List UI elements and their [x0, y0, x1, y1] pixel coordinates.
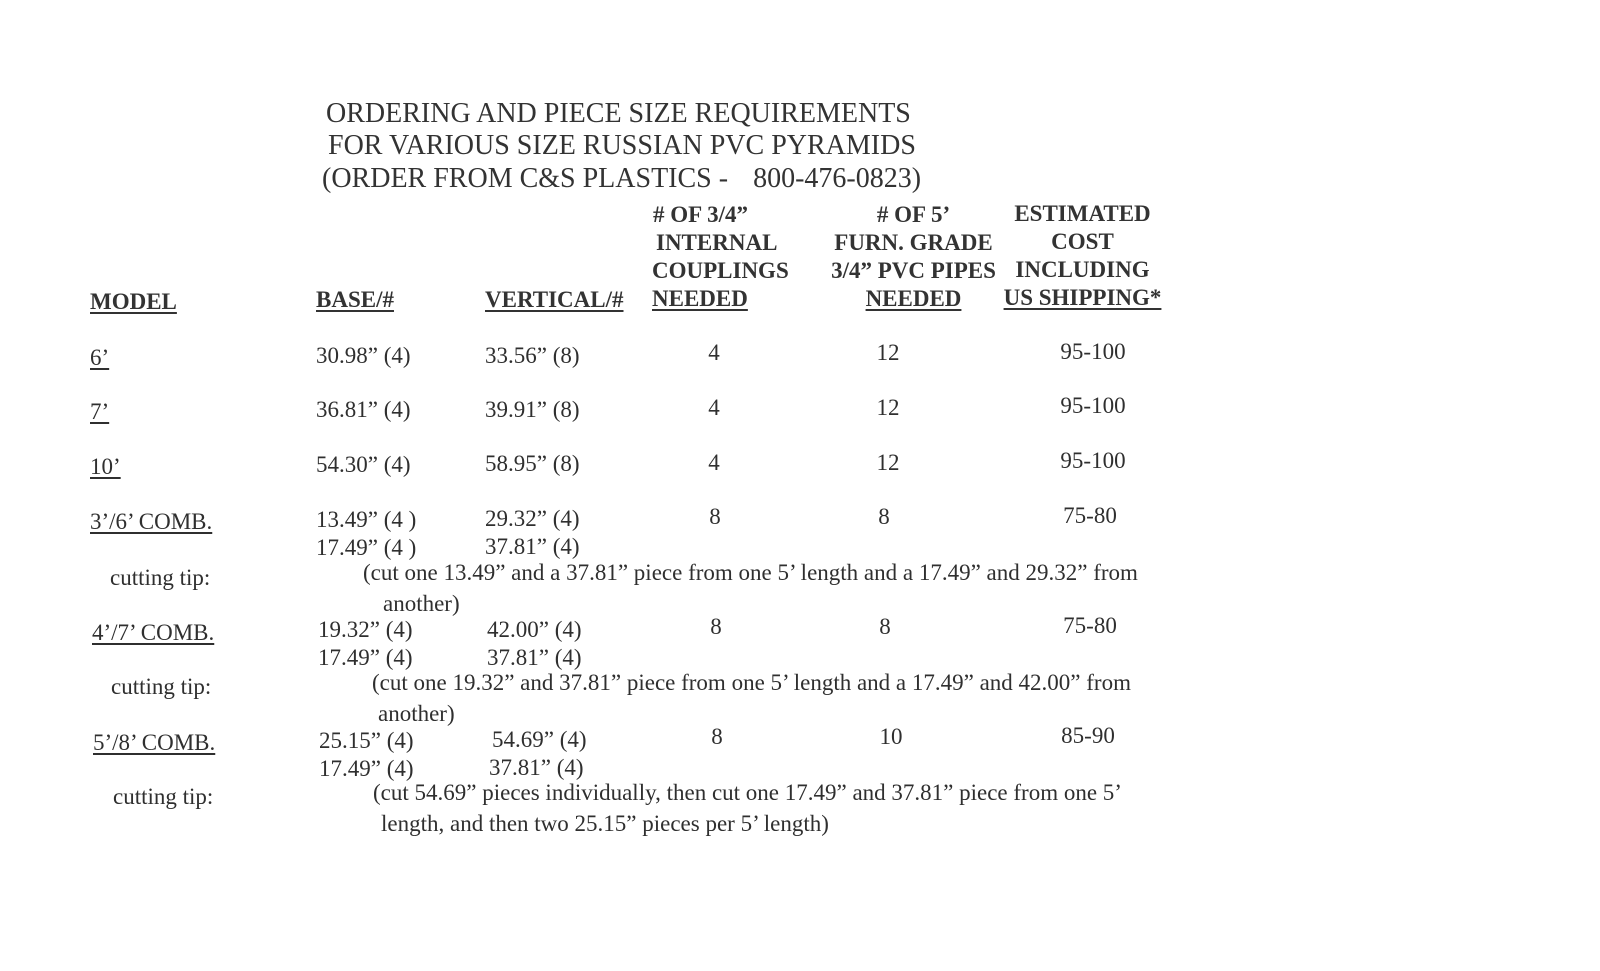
- row-cost: 75-80: [1063, 503, 1117, 528]
- row-pipes: 12: [876, 395, 900, 420]
- row-base-2: 17.49” (4): [319, 756, 414, 781]
- cutting-tip-label: cutting tip:: [110, 565, 211, 590]
- row-vertical-2: 37.81” (4): [487, 645, 582, 670]
- row-model: 7’: [90, 399, 110, 424]
- row-cost: 95-100: [1060, 339, 1126, 364]
- row-model: 6’: [90, 345, 110, 370]
- row-model: 3’/6’ COMB.: [90, 509, 213, 534]
- cutting-tip-label: cutting tip:: [113, 784, 214, 809]
- row-base-2: 17.49” (4 ): [316, 535, 417, 560]
- cutting-tip-label: cutting tip:: [111, 674, 212, 699]
- header-pipes: # OF 5’ FURN. GRADE 3/4” PVC PIPES NEEDED: [831, 202, 996, 311]
- row-couplings: 8: [710, 614, 722, 639]
- row-vertical-2: 37.81” (4): [485, 534, 580, 559]
- row-pipes: 8: [879, 614, 891, 639]
- cutting-tip-text: (cut 54.69” pieces individually, then cut one 17.49” and 37.81” piece from one 5’ length, and then two 25.15” pieces per 5’ length): [373, 780, 1122, 836]
- row-vertical: 42.00” (4): [487, 617, 582, 642]
- header-model: MODEL: [90, 289, 177, 314]
- row-couplings: 4: [708, 340, 720, 365]
- row-base: 19.32” (4): [318, 617, 413, 642]
- row-cost: 75-80: [1063, 613, 1117, 638]
- row-base: 25.15” (4): [319, 728, 414, 753]
- row-cost: 95-100: [1060, 393, 1126, 418]
- cutting-tip-text: (cut one 19.32” and 37.81” piece from one 5’ length and a 17.49” and 42.00” from another): [372, 670, 1131, 726]
- title-phone: 800-476-0823): [753, 163, 922, 194]
- title-order-from: (ORDER FROM C&S PLASTICS -: [322, 163, 729, 194]
- row-couplings: 8: [711, 724, 723, 749]
- title-line-2: FOR VARIOUS SIZE RUSSIAN PVC PYRAMIDS: [328, 130, 916, 161]
- header-vertical: VERTICAL/#: [485, 287, 624, 312]
- row-vertical: 58.95” (8): [485, 451, 580, 476]
- title-line-3: [322, 162, 921, 195]
- row-model: 5’/8’ COMB.: [93, 730, 216, 755]
- row-couplings: 4: [708, 395, 720, 420]
- header-base: BASE/#: [316, 287, 394, 312]
- row-base-2: 17.49” (4): [318, 645, 413, 670]
- header-couplings: # OF 3/4” INTERNAL COUPLINGS NEEDED: [652, 202, 789, 311]
- header-cost: ESTIMATED COST INCLUDING US SHIPPING*: [1003, 201, 1162, 310]
- cutting-tip-text: (cut one 13.49” and a 37.81” piece from one 5’ length and a 17.49” and 29.32” from another): [363, 560, 1138, 616]
- row-base: 54.30” (4): [316, 452, 411, 477]
- title-line-1: ORDERING AND PIECE SIZE REQUIREMENTS: [326, 98, 911, 129]
- row-vertical-2: 37.81” (4): [489, 755, 584, 780]
- row-vertical: 33.56” (8): [485, 343, 580, 368]
- row-pipes: 8: [878, 504, 890, 529]
- row-pipes: 12: [876, 450, 900, 475]
- row-couplings: 4: [708, 450, 720, 475]
- row-model: 4’/7’ COMB.: [92, 620, 215, 645]
- row-couplings: 8: [709, 504, 721, 529]
- row-model: 10’: [90, 454, 121, 479]
- row-base: 36.81” (4): [316, 397, 411, 422]
- row-vertical: 39.91” (8): [485, 397, 580, 422]
- row-cost: 95-100: [1060, 448, 1126, 473]
- row-pipes: 12: [876, 340, 900, 365]
- row-vertical: 54.69” (4): [492, 727, 587, 752]
- row-base: 30.98” (4): [316, 343, 411, 368]
- row-vertical: 29.32” (4): [485, 506, 580, 531]
- row-base: 13.49” (4 ): [316, 507, 417, 532]
- row-pipes: 10: [879, 724, 903, 749]
- row-cost: 85-90: [1061, 723, 1115, 748]
